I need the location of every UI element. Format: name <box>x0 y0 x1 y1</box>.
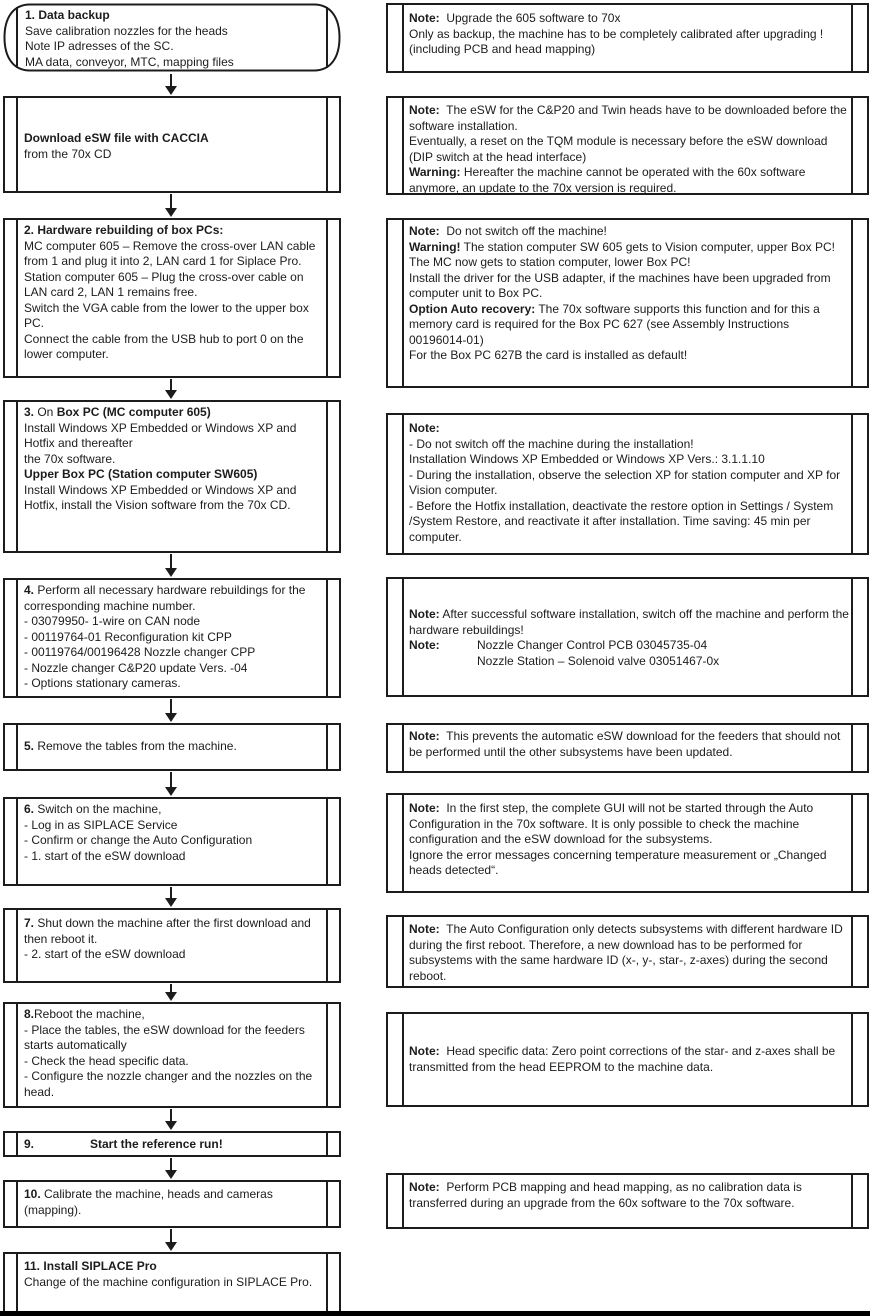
arrow-shaft <box>170 1109 172 1121</box>
step-11-install-siplace-pro <box>3 1252 341 1313</box>
step-inner-rail <box>326 1133 328 1155</box>
note-after-software-installation-text <box>409 607 853 669</box>
step-inner-rail <box>16 220 18 376</box>
text: - 00119764/00196428 Nozzle changer CPP <box>24 645 256 659</box>
text: - 03079950- 1-wire on CAN node <box>24 614 201 628</box>
bold-text: Note: <box>409 801 440 815</box>
step-inner-rail <box>16 725 18 769</box>
step-7-shutdown-reboot <box>3 908 341 983</box>
text-line <box>409 134 849 165</box>
note-first-step-gui-text <box>409 801 849 879</box>
bold-text: 8. <box>24 1007 35 1021</box>
text: - 1. start of the eSW download <box>24 848 186 863</box>
step-inner-rail <box>326 1182 328 1226</box>
step-6-switch-on-machine <box>3 797 341 886</box>
text-line <box>409 654 849 670</box>
arrowhead-icon <box>165 1242 177 1251</box>
step-6-switch-on-machine-text <box>24 802 325 864</box>
arrowhead-icon <box>165 568 177 577</box>
text-line <box>24 630 325 646</box>
page-bottom-edge <box>0 1311 870 1316</box>
text: the 70x software. <box>24 451 116 466</box>
step-1-data-backup-text <box>25 8 327 70</box>
step-2-hardware-rebuilding-box-pcs-text <box>24 223 325 363</box>
arrowhead-icon <box>165 787 177 796</box>
text-line <box>409 1044 849 1075</box>
text: This prevents the automatic eSW download for the feeders that should not be performed until the other subsystems have been updated. <box>409 729 844 759</box>
text-line <box>24 739 325 755</box>
text: Install Windows XP Embedded or Windows XP and Hotfix, install the Vision software from the 70x CD. <box>24 482 300 512</box>
step-9-reference-run-text <box>24 1137 325 1153</box>
text-line <box>409 302 849 349</box>
text-line <box>25 24 327 40</box>
note-inner-rail <box>851 1175 853 1227</box>
step-inner-rail <box>326 725 328 769</box>
note-upgrade-605-to-70x <box>386 3 869 73</box>
flow-arrow-down <box>165 1229 177 1251</box>
arrow-shaft <box>170 194 172 208</box>
flow-arrow-down <box>165 699 177 722</box>
step-inner-rail <box>16 910 18 981</box>
arrow-shaft <box>170 984 172 992</box>
text: MC computer 605 – Remove the cross-over LAN cable from 1 and plug it into 2, LAN card 1 for Siplace Pro. <box>24 238 319 268</box>
step-8-reboot-machine-text <box>24 1007 325 1100</box>
bold-text: 5. <box>24 739 38 753</box>
note-inner-rail <box>402 917 404 986</box>
text-line <box>24 405 325 421</box>
step-inner-rail <box>326 1254 328 1311</box>
text: Change of the machine configuration in SIPLACE Pro. <box>24 1274 313 1289</box>
note-inner-rail <box>402 795 404 891</box>
text-line <box>24 1054 325 1070</box>
flow-arrow-down <box>165 887 177 907</box>
text: Switch the VGA cable from the lower to the upper box PC. <box>24 300 313 330</box>
text: Save calibration nozzles for the heads <box>25 23 228 38</box>
flow-arrow-down <box>165 379 177 399</box>
text-line <box>24 676 325 692</box>
text-line <box>409 922 849 984</box>
bold-text: Warning: <box>409 165 461 179</box>
step-inner-rail <box>326 910 328 981</box>
text: After successful software installation, switch off the machine and perform the hardware rebuildings! <box>409 607 853 637</box>
arrowhead-icon <box>165 898 177 907</box>
text-line <box>24 645 325 661</box>
note-do-not-switch-off <box>386 218 869 388</box>
text: Connect the cable from the USB hub to port 0 on the lower computer. <box>24 331 307 361</box>
note-pcb-head-mapping <box>386 1173 869 1229</box>
text-line <box>24 818 325 834</box>
text: MA data, conveyor, MTC, mapping files <box>25 54 234 69</box>
text-line <box>24 916 325 947</box>
note-inner-rail <box>851 579 853 695</box>
text-line <box>409 421 849 437</box>
step-inner-rail <box>326 799 328 884</box>
bold-text: 10. <box>24 1187 45 1201</box>
bold-text: 2. Hardware rebuilding of box PCs: <box>24 223 224 237</box>
step-inner-rail <box>16 1004 18 1106</box>
text: Installation Windows XP Embedded or Windows XP Vers.: 3.1.1.10 <box>409 452 765 466</box>
text-line <box>409 27 849 58</box>
text: Install Windows XP Embedded or Windows XP and Hotfix and thereafter <box>24 420 300 450</box>
step-5-remove-tables <box>3 723 341 771</box>
flow-arrow-down <box>165 984 177 1001</box>
step-inner-rail <box>16 98 18 191</box>
note-inner-rail <box>851 5 853 71</box>
step-inner-rail <box>16 1133 18 1155</box>
note-head-specific-data-text <box>409 1044 849 1075</box>
bold-text: Download eSW file with CACCIA <box>24 131 209 145</box>
text-line <box>24 301 325 332</box>
text-line <box>409 1180 849 1211</box>
bold-text: Upper Box PC (Station computer SW605) <box>24 467 258 481</box>
text: Perform all necessary hardware rebuildings for the corresponding machine number. <box>24 583 309 613</box>
text: Perform PCB mapping and head mapping, as no calibration data is transferred during an upgrade from the 60x software to the 70x software. <box>409 1180 806 1210</box>
text: Hereafter the machine cannot be operated with the 60x software anymore, an update to the 70x version is required. <box>409 165 809 195</box>
arrowhead-icon <box>165 992 177 1001</box>
text-line <box>409 499 849 546</box>
arrow-shaft <box>170 1158 172 1170</box>
text-line <box>409 638 849 654</box>
bold-text: Note: <box>409 607 440 621</box>
text: Ignore the error messages concerning temperature measurement or „Changed heads detected“. <box>409 847 830 877</box>
note-auto-configuration-hardware-id <box>386 915 869 988</box>
text: The 70x software supports this function and for this a memory card is required for the Box PC 627 (see Assembly Instructions 00196014-01) <box>409 301 824 347</box>
text-line <box>409 165 849 196</box>
text-line <box>24 833 325 849</box>
step-inner-rail <box>326 580 328 696</box>
text-line <box>409 468 849 499</box>
text-line <box>24 583 325 614</box>
text: - During the installation, observe the selection XP for station computer and XP for Vision computer. <box>409 467 844 497</box>
step-inner-rail <box>16 1254 18 1311</box>
text-line <box>409 240 849 271</box>
step-10-calibrate <box>3 1180 341 1228</box>
text: The eSW for the C&P20 and Twin heads have to be downloaded before the software installation. <box>409 103 851 133</box>
text-line <box>24 131 325 147</box>
step-9-reference-run <box>3 1131 341 1157</box>
text-line <box>409 11 849 27</box>
arrowhead-icon <box>165 1121 177 1130</box>
text: The station computer SW 605 gets to Vision computer, upper Box PC! The MC now gets to station computer, lower Box PC! <box>409 239 839 269</box>
text-line <box>24 1275 325 1291</box>
note-inner-rail <box>851 98 853 193</box>
text: For the Box PC 627B the card is installed as default! <box>409 348 688 362</box>
note-inner-rail <box>402 5 404 71</box>
text: Install the driver for the USB adapter, if the machines have been upgraded from computer unit to Box PC. <box>409 270 834 300</box>
note-auto-configuration-hardware-id-text <box>409 922 849 984</box>
text-line <box>409 271 849 302</box>
text-line <box>24 614 325 630</box>
note-upgrade-605-to-70x-text <box>409 11 849 58</box>
text-line <box>24 1023 325 1054</box>
note-esw-cp20-twin-heads-text <box>409 103 849 196</box>
bold-text: Warning! <box>409 239 461 254</box>
text: from the 70x CD <box>24 146 112 161</box>
arrowhead-icon <box>165 1170 177 1179</box>
step-inner-rail <box>326 98 328 191</box>
step-3-on-box-pc-install-text <box>24 405 325 514</box>
text-line <box>409 848 849 879</box>
note-inner-rail <box>402 220 404 386</box>
text: - Confirm or change the Auto Configuration <box>24 833 253 847</box>
flow-arrow-down <box>165 194 177 217</box>
text: The Auto Configuration only detects subsystems with different hardware ID during the first reboot. Therefore, a new download has to be performed for subsystems with the same hardware ID (x-, y-, star-, z-axes) during the second reboot. <box>409 922 847 983</box>
text: Head specific data: Zero point corrections of the star- and z-axes shall be transmitted from the head EEPROM to the machine data. <box>409 1044 839 1074</box>
bold-text: Note: <box>409 103 440 117</box>
arrowhead-icon <box>165 208 177 217</box>
text: On <box>37 405 57 419</box>
text: - Options stationary cameras. <box>24 676 181 690</box>
arrowhead-icon <box>165 713 177 722</box>
text-line <box>25 39 327 55</box>
text: - 2. start of the eSW download <box>24 947 186 961</box>
text-line <box>24 1137 325 1153</box>
text-line <box>409 224 849 240</box>
bold-text: Note: <box>409 1180 440 1194</box>
step-inner-rail <box>16 402 18 551</box>
text: Remove the tables from the machine. <box>37 739 237 753</box>
step-inner-rail <box>326 1004 328 1106</box>
note-inner-rail <box>851 917 853 986</box>
bold-text: Note: <box>409 922 440 936</box>
text: - Log in as SIPLACE Service <box>24 817 178 832</box>
text-line <box>24 1007 325 1023</box>
step-2-hardware-rebuilding-box-pcs <box>3 218 341 378</box>
step-4-perform-hardware-rebuildings <box>3 578 341 698</box>
note-prevents-automatic-esw <box>386 723 869 773</box>
note-prevents-automatic-esw-text <box>409 729 849 760</box>
text-line <box>25 55 327 71</box>
bold-text: Option Auto recovery: <box>409 301 536 316</box>
step-inner-rail <box>326 220 328 376</box>
flow-arrow-down <box>165 554 177 577</box>
text-line <box>409 607 853 638</box>
bold-text: 7. <box>24 916 38 930</box>
step-download-esw-caccia <box>3 96 341 193</box>
text-line <box>24 483 325 514</box>
flow-arrow-down <box>165 1158 177 1179</box>
text: Switch on the machine, <box>37 802 162 816</box>
text-line <box>24 661 325 677</box>
step-3-on-box-pc-install <box>3 400 341 553</box>
step-10-calibrate-text <box>24 1187 325 1218</box>
note-first-step-gui <box>386 793 869 893</box>
note-inner-rail <box>402 579 404 695</box>
note-installation-xp-text <box>409 421 849 545</box>
text: Shut down the machine after the first download and then reboot it. <box>24 916 315 946</box>
text-line <box>409 729 849 760</box>
text-line <box>24 332 325 363</box>
bold-text: Note: <box>409 638 440 652</box>
text: In the first step, the complete GUI will not be started through the Auto Configuration in the 70x software. It is only possible to check the machine configuration and the eSW download for the subsystems. <box>409 801 817 846</box>
flow-arrow-down <box>165 1109 177 1130</box>
text: Upgrade the 605 software to 70x <box>439 11 621 25</box>
note-inner-rail <box>402 98 404 193</box>
arrow-shaft <box>170 887 172 898</box>
note-pcb-head-mapping-text <box>409 1180 849 1211</box>
text: - Nozzle changer C&P20 update Vers. -04 <box>24 660 248 675</box>
step-1-data-backup <box>3 3 341 72</box>
bold-text: 3. <box>24 405 38 419</box>
text-line <box>24 421 325 452</box>
text-line <box>24 947 325 963</box>
bold-text: Note: <box>409 224 440 238</box>
step-4-perform-hardware-rebuildings-text <box>24 583 325 692</box>
bold-text: Note: <box>409 729 440 743</box>
note-head-specific-data <box>386 1012 869 1107</box>
flow-arrow-down <box>165 772 177 796</box>
text: Reboot the machine, <box>34 1007 145 1021</box>
text-line <box>25 8 327 24</box>
text-line <box>24 1069 325 1100</box>
text-line <box>409 437 849 453</box>
text: Note IP adresses of the SC. <box>25 39 174 53</box>
text-line <box>24 147 325 163</box>
bold-text: Box PC (MC computer 605) <box>56 405 211 419</box>
step-inner-rail <box>16 799 18 884</box>
text-line <box>24 223 325 239</box>
step-8-reboot-machine <box>3 1002 341 1108</box>
note-do-not-switch-off-text <box>409 224 849 364</box>
text-line <box>409 452 849 468</box>
note-esw-cp20-twin-heads <box>386 96 869 195</box>
text-line <box>24 849 325 865</box>
bold-text: Note: <box>409 11 440 25</box>
arrow-shaft <box>170 772 172 787</box>
arrowhead-icon <box>165 86 177 95</box>
note-inner-rail <box>851 795 853 891</box>
text-line <box>24 239 325 270</box>
step-7-shutdown-reboot-text <box>24 916 325 963</box>
text: - Place the tables, the eSW download for the feeders starts automatically <box>24 1022 309 1052</box>
note-after-software-installation <box>386 577 869 697</box>
text-line <box>409 103 849 134</box>
text: - Do not switch off the machine during the installation! <box>409 436 694 451</box>
bold-text: Start the reference run! <box>90 1137 223 1151</box>
note-inner-rail <box>851 220 853 386</box>
text: Only as backup, the machine has to be completely calibrated after upgrading ! (including PCB and head mapping) <box>409 26 827 56</box>
arrow-shaft <box>170 74 172 86</box>
note-inner-rail <box>402 725 404 771</box>
note-installation-xp <box>386 413 869 555</box>
text: - Configure the nozzle changer and the nozzles on the head. <box>24 1069 316 1099</box>
text-line <box>24 452 325 468</box>
arrow-shaft <box>170 699 172 713</box>
text-line <box>409 348 849 364</box>
text: - Check the head specific data. <box>24 1053 189 1068</box>
text: Do not switch off the machine! <box>439 224 607 238</box>
bold-text: Note: <box>409 421 440 435</box>
step-11-install-siplace-pro-text <box>24 1259 325 1290</box>
step-5-remove-tables-text <box>24 739 325 755</box>
step-inner-rail <box>16 580 18 696</box>
text-line <box>24 270 325 301</box>
bold-text: 6. <box>24 802 38 816</box>
text: Station computer 605 – Plug the cross-over cable on LAN card 2, LAN 1 remains free. <box>24 269 307 299</box>
text-line <box>409 801 849 848</box>
arrow-shaft <box>170 554 172 568</box>
step-inner-rail <box>16 1182 18 1226</box>
text: Nozzle Station – Solenoid valve 03051467-0x <box>477 653 720 668</box>
bold-text: Note: <box>409 1044 440 1058</box>
text-line <box>24 1187 325 1218</box>
text-line <box>24 467 325 483</box>
bold-text: 4. <box>24 583 38 597</box>
text: Nozzle Changer Control PCB 03045735-04 <box>477 638 708 652</box>
arrow-shaft <box>170 379 172 390</box>
arrowhead-icon <box>165 390 177 399</box>
note-inner-rail <box>402 415 404 553</box>
text-line <box>24 1259 325 1275</box>
note-inner-rail <box>851 725 853 771</box>
text: Calibrate the machine, heads and cameras (mapping). <box>24 1187 277 1217</box>
bold-text: 11. Install SIPLACE Pro <box>24 1259 157 1273</box>
note-inner-rail <box>851 415 853 553</box>
note-inner-rail <box>402 1175 404 1227</box>
step-download-esw-caccia-text <box>24 131 325 162</box>
flow-arrow-down <box>165 74 177 95</box>
text: Eventually, a reset on the TQM module is necessary before the eSW download (DIP switch at the head interface) <box>409 134 831 164</box>
bold-text: 1. Data backup <box>25 8 110 22</box>
bold-text: 9. <box>24 1137 35 1151</box>
note-inner-rail <box>402 1014 404 1105</box>
step-inner-rail <box>326 402 328 551</box>
text: - Before the Hotfix installation, deactivate the restore option in Settings / System /System Restore, and reactivate it after installation. Time saving: 45 min per computer. <box>409 498 837 544</box>
text: - 00119764-01 Reconfiguration kit CPP <box>24 629 232 644</box>
text-line <box>24 802 325 818</box>
arrow-shaft <box>170 1229 172 1242</box>
note-inner-rail <box>851 1014 853 1105</box>
